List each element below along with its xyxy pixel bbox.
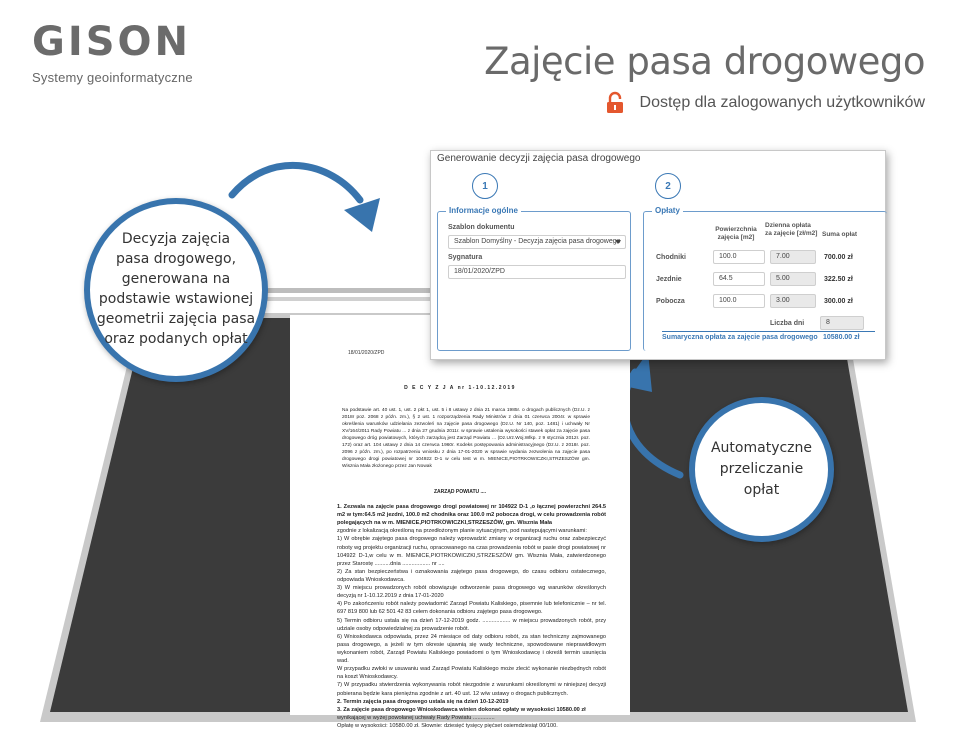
template-label: Szablon dokumentu [448,224,515,231]
row-label-sidewalks: Chodniki [656,254,686,261]
area-input-roadways[interactable]: 64.5 [713,272,765,286]
total-row [662,331,875,345]
general-info-fieldset [437,206,631,351]
area-input-shoulders[interactable]: 100.0 [713,294,765,308]
lock-icon [606,92,624,114]
logo-subtitle: Systemy geoinformatyczne [32,70,193,85]
document-authority: ZARZĄD POWIATU .... [433,489,487,495]
arrow-left-curve [232,165,360,200]
document-title: D E C Y Z J A nr 1-10.12.2019 [404,385,516,391]
template-select-value: Szablon Domyślny - Decyzja zajęcia pasa drogowego [454,238,621,245]
callout-recalculation [689,397,834,542]
row-label-shoulders: Pobocza [656,298,685,305]
callout-decision-line-4: podstawie wstawionej [98,291,254,307]
document-condition-6: 6) Wnioskodawca odpowiada, przez 24 miesiące od daty odbioru robót, za stan techniczny zajmowanego pasa drogowego, a jeżeli w tym okresie ujawnią się wady techniczne, spowodowane nieprawidłowym wykonaniem robót, Zarząd Powiatu Kaliskiego powiadomi o tym Wnioskodawcę i określi termin usunięcia wad. [337,633,606,665]
general-info-legend: Informacje ogólne [446,206,521,215]
callout-decision-line-6: oraz podanych opłat [104,330,248,347]
sum-sidewalks: 700.00 zł [824,254,853,261]
signature-input[interactable]: 18/01/2020/ZPD [448,265,626,279]
document-condition-1: 1) W obrębie zajętego pasa drogowego należy wprowadzić zmiany w organizacji ruchu oraz zabezpieczyć roboty wg projektu organizacji ruchu, opracowanego na czas prowadzenia robót w pasie drogi powiatowej nr 104922 D-1,w celu w m. MIENICE,PIOTRKOWICZKI,STRZESZÓW gm. Wisznia Mała, zatwierdzonego przez Starostę ..........dnia .................. nr .... [337,536,606,567]
rate-field-shoulders: 3.00 [770,294,816,308]
callout-recalc-line-2: przeliczanie [719,461,804,477]
document-condition-4: 4) Po zakończeniu robót należy powiadomić Zarząd Powiatu Kaliskiego, pisemnie lub telefonicznie – nr tel. 697 819 800 lub 62 501 42 83 celem dokonania odbioru zajętego pasa drogowego. [337,601,606,616]
col-sum-header: Suma opłat [822,231,858,238]
callout-decision [84,198,268,382]
step-2-indicator[interactable]: 2 [655,173,681,199]
fees-fieldset [643,206,887,351]
access-text: Dostęp dla zalogowanych użytkowników [639,94,925,111]
rate-field-roadways: 5.00 [770,272,816,286]
document-condition-6b: W przypadku zwłoki w usuwaniu wad Zarząd Powiatu Kaliskiego może zlecić wykonanie niezbędnych robót na koszt Wnioskodawcy. [337,666,606,681]
step-1-indicator[interactable]: 1 [472,173,498,199]
callout-decision-line-5: geometrii zajęcia pasa [96,310,256,327]
total-value: 10580.00 zł [823,334,860,341]
document-point-1-rest: zgodnie z lokalizacją określoną na przedłożonym planie sytuacyjnym, pod następującymi warunkami: [337,528,587,535]
document-point-1: 1. Zezwala na zajęcie pasa drogowego drogi powiatowej nr 104922 D-1 ,o łącznej powierzchni 264.5 m2 w tym:64.5 m2 jezdni, 100.0 m2 chodnika oraz 100.0 m2 pobocza drogi, w celu prowadzenia robót polegających na w m. MIENICE,PIOTRKOWICZKI,STRZESZÓW, gm. Wisznia Mała [337,504,606,527]
logo-wordmark: GISON [32,19,192,65]
access-notice [606,92,925,114]
chevron-down-icon [615,240,621,244]
col-rate-header: Dzienna opłata za zajęcie [zł/m2] [765,222,818,237]
total-label: Sumaryczna opłata za zajęcie pasa drogowego [662,334,818,341]
document-point-2: 2. Termin zajęcia pasa drogowego ustala się na dzień 10-12-2019 [337,698,509,705]
document-condition-3: 3) W miejscu prowadzonych robót obowiązuje odtworzenie pasa drogowego wg warunków określonych decyzją nr 1-10.12.2019 z dnia 17-01-2020 [337,585,606,600]
callout-decision-line-3: generowana na [121,271,231,288]
arrow-left-head [344,198,380,232]
document-condition-7: 7) W przypadku stwierdzenia wykonywania robót niezgodnie z warunkami określonymi w niniejszej decyzji pobierana będzie kara pieniężna zgodnie z art. 40 ust. 12 w/w ustawy o drogach publicznych. [337,682,606,697]
decision-generator-panel [430,150,886,360]
rate-field-sidewalks: 7.00 [770,250,816,264]
document-point-3: 3. Za zajęcie pasa drogowego Wnioskodawca winien dokonać opłaty w wysokości 10580.00 zł [337,706,586,713]
sum-shoulders: 300.00 zł [824,298,853,305]
days-field: 8 [820,316,864,330]
fees-legend: Opłaty [652,206,683,215]
days-label: Liczba dni [770,320,805,327]
row-label-roadways: Jezdnie [656,276,682,283]
callout-recalc-line-3: opłat [743,482,780,498]
col-area-header: Powierzchnia zajęcia [m2] [715,226,757,241]
gison-logo [32,19,193,85]
callout-decision-line-2: pasa drogowego, [115,251,237,268]
callout-recalc-line-1: Automatyczne [710,440,813,456]
document-point-3b: wynikającej w wyżej powołanej uchwały Rady Powiatu .............. [337,714,495,721]
sum-roadways: 322.50 zł [824,276,853,283]
document-condition-2: 2) Za stan bezpieczeństwa i oznakowania zajętego pasa drogowego, do czasu odbioru ostatecznego, odpowiada Wnioskodawca. [337,568,606,583]
document-point-3c: Opłatę w wysokości: 10580.00 zł. Słownie: dziesięć tysięcy pięćset osiemdziesiąt 00/100. [337,722,558,729]
area-input-sidewalks[interactable]: 100.0 [713,250,765,264]
panel-title: Generowanie decyzji zajęcia pasa drogowego [437,153,641,164]
signature-label: Sygnatura [448,254,483,261]
connector-top [262,288,432,293]
document-signature: 18/01/2020/ZPD [348,350,385,356]
page-title: Zajęcie pasa drogowego [484,40,925,83]
callout-decision-line-1: Decyzja zajęcia [121,231,231,248]
document-condition-5: 5) Termin odbioru ustala się na dzień 17-12-2019 godz. .................. w miejscu prowadzonych robót, przy udziale osoby odpowiedzialnej za prowadzenie robót. [337,617,606,632]
document-intro: Na podstawie art. 40 ust. 1, ust. 2 pkt 1, ust. 5 i 8 ustawy z dnia 21 marca 1985r. o drogach publicznych (Dz.U. z 2018r poz. 2068 z późn. zm.), § 2 ust. 1 rozporządzenia Rady Ministrów z dnia 01 czerwca 2004r. w sprawie określenia warunków udzielania zezwoleń na zajęcie pasa drogowego (Dz.U. Nr 140, poz. 1481) i uchwały Nr XV/164/2011 Rady Powiatu ... z dnia 27 grudnia 2011r. w sprawie ustalenia wysokości stawek opłat za zajęcie pasa drogowego dróg powiatowych, których zarządcą jest Zarząd Powiatu ... (Dz.Urz.Woj.Wlkp. z 9 stycznia 2012r. poz. 172) oraz art. 104 ustawy z dnia 14 czerwca 1960r. Kodeks postępowania administracyjnego (Dz.U. z 2018r. poz. 2096 z późn. zm.), po rozpatrzeniu wniosku z dnia 17-01-2020 w sprawie wydania zezwolenia na zajęcie pasa drogowego drogi powiatowej nr 104922 D-1 w celu test w m. MIENICE,PIOTRKOWICZKI,STRZESZÓW gm. Wisznia Mała złożonego przez Jan Nowak [342,408,590,469]
connector-bottom [262,297,432,301]
template-select[interactable] [448,235,626,249]
decision-document [290,315,630,729]
document-body [337,503,606,730]
